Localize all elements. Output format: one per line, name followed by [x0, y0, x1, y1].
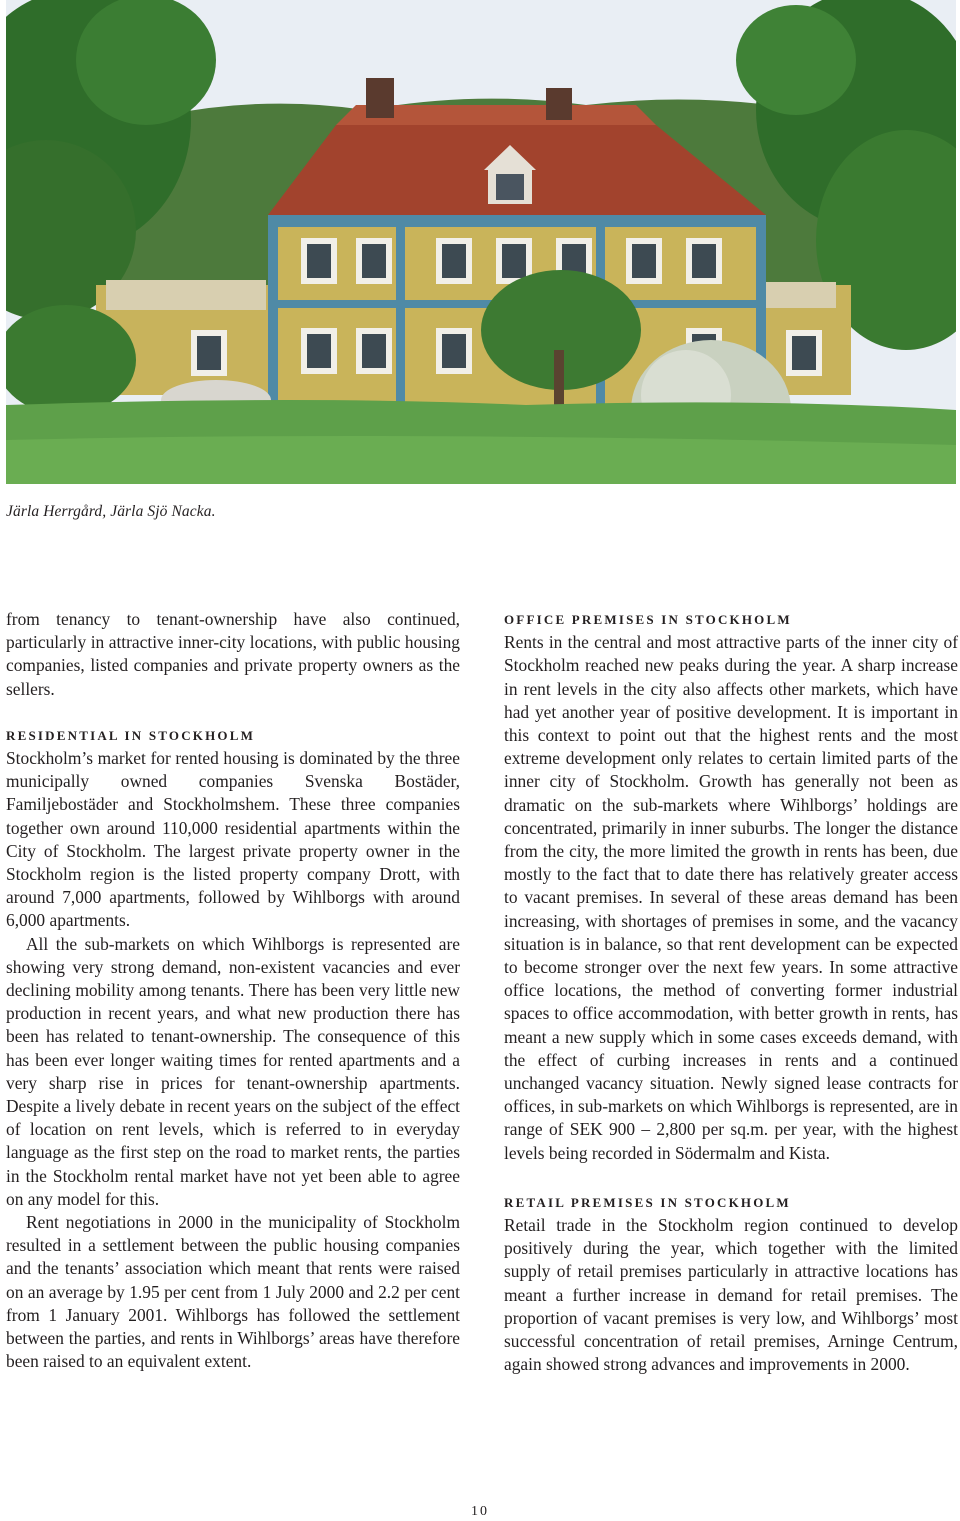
office-paragraph: Rents in the central and most attractive parts of the inner city of Stockholm reached new peaks during the year. A sharp increase in rent levels in the city also affects other markets, which have had yet another year of positive development. It is important in this context to point out that the highest rents and the most extreme development only relates to certain limited parts of the inner city of Stockholm. Growth has generally not been as dramatic on the sub-markets where Wihlborgs’ holdings are concentrated, primarily in inner suburbs. The longer the distance from the city, the more limited the growth in rents has been, due mostly to the fact that to date there has relatively greater access to vacant premises. In several of these areas demand has been increasing, with shortages of premises in some, and the vacancy situation is in balance, so that rent development can be expected to become stronger over the next few years. In some attractive office locations, the method of converting former industrial spaces to office accommodation, with better growth in rents, has meant a new supply which in some cases exceeds demand, with the effect of curbing increases in rents and a continued unchanged vacancy situation. Newly signed lease contracts for offices, in sub-markets on which Wihlborgs is represented, are in range of SEK 900 – 2,800 per sq.m. per year, with the highest levels being recorded in Södermalm and Kista. [504, 632, 958, 1163]
retail-paragraph: Retail trade in the Stockholm region continued to develop positively during the year, which together with the limited supply of retail premises particularly in attractive locations has meant a further increase in demand for retail premises. The proportion of vacant premises is very low, and Wihlborgs’ most successful concentration of retail premises, Arninge Centrum, again showed strong advances and improvements in 2000. [504, 1215, 958, 1375]
left-column [6, 608, 460, 1374]
residential-paragraph-3: Rent negotiations in 2000 in the municipality of Stockholm resulted in a settlement between the public housing companies and the tenants’ association which meant that rents were raised on an average by 1.95 per cent from 1 July 2000 and 2.2 per cent from 1 January 2001. Wihlborgs has followed the settlement between the parties, and rents in Wihlborgs’ areas have therefore been raised to an equivalent extent. [6, 1212, 460, 1372]
residential-paragraph-1: Stockholm’s market for rented housing is dominated by the three municipally owned companies Svenska Bostäder, Familjebostäder and Stockholmshem. These three companies together own around 110,000 residential apartments within the City of Stockholm. The largest private property owner in the Stockholm region is the listed property company Drott, with around 7,000 apartments, followed by Wihlborgs with around 6,000 apartments. [6, 748, 460, 931]
intro-paragraph: from tenancy to tenant-ownership have also continued, particularly in attractive inner-city locations, with public housing companies, listed companies and private property owners as the sellers. [6, 609, 460, 699]
page-number: 10 [471, 1504, 489, 1519]
residential-heading: RESIDENTIAL IN STOCKHOLM [6, 727, 256, 743]
right-column [504, 608, 958, 1377]
residential-paragraph-2: All the sub-markets on which Wihlborgs is represented are showing very strong demand, non-existent vacancies and ever declining mobility among tenants. There has been very little new production in recent years, and what new production there has been has related to tenant-ownership. The consequence of this has been ever longer waiting times for rented apartments and a very sharp rise in prices for tenant-ownership apartments. Despite a lively debate in recent years on the subject of the effect of location on rent levels, which is referred to in everyday language as the first step on the road to market rents, the parties in the Stockholm rental market have not yet been able to agree on any model for this. [6, 933, 460, 1209]
office-heading: OFFICE PREMISES IN STOCKHOLM [504, 612, 792, 627]
retail-heading: RETAIL PREMISES IN STOCKHOLM [504, 1194, 791, 1210]
photo-caption: Järla Herrgård, Järla Sjö Nacka. [6, 503, 216, 520]
manor-house-photo [6, 0, 956, 484]
manor-house-illustration [6, 0, 956, 484]
